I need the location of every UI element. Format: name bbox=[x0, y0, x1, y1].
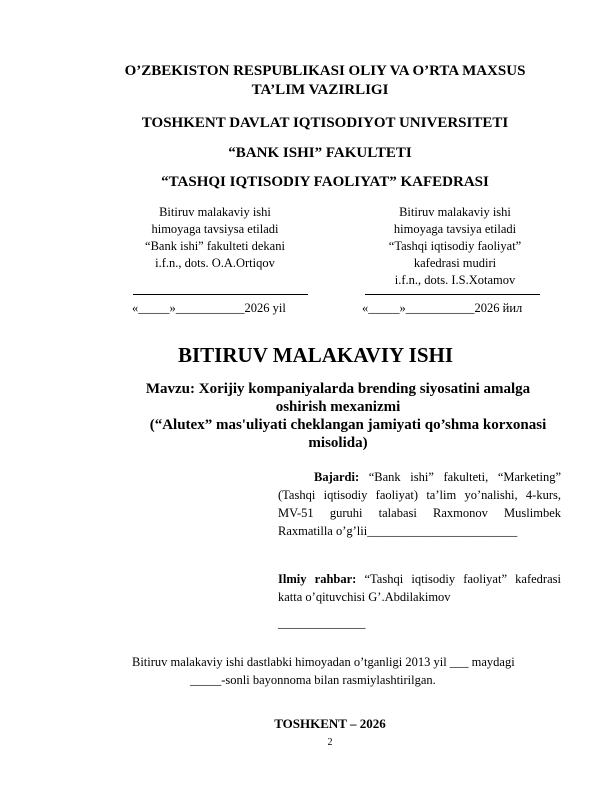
document-title: BITIRUV MALAKAVIY ISHI bbox=[178, 343, 454, 367]
page-number: 2 bbox=[327, 737, 333, 748]
approval-right-signature-line bbox=[365, 294, 540, 295]
defense-note-line-1: Bitiruv malakaviy ishi dastlabki himoyadan o’tganligi 2013 yil ___ maydagi bbox=[132, 655, 515, 669]
author-block bbox=[278, 468, 561, 540]
approval-right bbox=[355, 204, 555, 289]
approval-right-line3: “Tashqi iqtisodiy faoliyat” bbox=[388, 239, 522, 253]
university-name: TOSHKENT DAVLAT IQTISODIYOT UNIVERSITETI bbox=[141, 115, 509, 131]
approval-left-line3: “Bank ishi” fakulteti dekani bbox=[145, 239, 285, 253]
topic-line-4: misolida) bbox=[308, 435, 368, 451]
approval-left-signature-line bbox=[133, 294, 308, 295]
department-name: “TASHQI IQTISODIY FAOLIYAT” KAFEDRASI bbox=[161, 174, 489, 190]
approval-left-line4: i.f.n., dots. O.A.Ortiqov bbox=[155, 256, 275, 270]
approval-right-line2: himoyaga tavsiya etiladi bbox=[393, 222, 517, 236]
author-text: “Bank ishi” fakulteti, “Marketing” (Tashqi iqtisodiy faoliyat) ta’lim yo’nalishi, 4-kurs, MV-51 guruhi talabasi Raxmonov Muslimbek Raxmatilla o’g’lii________________________ bbox=[278, 470, 561, 538]
approval-right-line5: i.f.n., dots. I.S.Xotamov bbox=[394, 273, 516, 287]
topic-line-3: (“Alutex” mas'uliyati cheklangan jamiyati qo’shma korxonasi bbox=[149, 417, 547, 433]
topic-line-2: oshirish mexanizmi bbox=[275, 399, 401, 415]
approval-right-line1: Bitiruv malakaviy ishi bbox=[399, 205, 511, 219]
approval-right-date: «_____»___________2026 йил bbox=[362, 301, 523, 315]
author-label: Bajardi: bbox=[314, 470, 360, 484]
approval-left-line1: Bitiruv malakaviy ishi bbox=[159, 205, 271, 219]
supervisor-signature-blank: ______________ bbox=[278, 616, 366, 630]
supervisor-block bbox=[278, 570, 561, 606]
ministry-line-1: O’ZBEKISTON RESPUBLIKASI OLIY VA O’RTA MAXSUS bbox=[124, 63, 526, 79]
approval-left-date: «_____»___________2026 yil bbox=[132, 301, 286, 315]
approval-left bbox=[120, 204, 310, 272]
approval-left-line2: himoyaga tavsiysa etiladi bbox=[151, 222, 279, 236]
supervisor-text: “Tashqi iqtisodiy faoliyat” kafedrasi katta o’qituvchisi G’.Abdilakimov bbox=[278, 572, 561, 604]
faculty-name: “BANK ISHI” FAKULTETI bbox=[228, 145, 412, 161]
defense-note-line-2: _____-sonli bayonnoma bilan rasmiylashtirilgan. bbox=[190, 673, 436, 687]
footer-city-year: TOSHKENT – 2026 bbox=[274, 716, 386, 731]
supervisor-label: Ilmiy rahbar: bbox=[278, 572, 357, 586]
topic-line-1: Mavzu: Xorijiy kompaniyalarda brending siyosatini amalga bbox=[145, 381, 531, 397]
approval-right-line4: kafedrasi mudiri bbox=[413, 256, 497, 270]
ministry-line-2: TA’LIM VAZIRLIGI bbox=[251, 82, 389, 98]
